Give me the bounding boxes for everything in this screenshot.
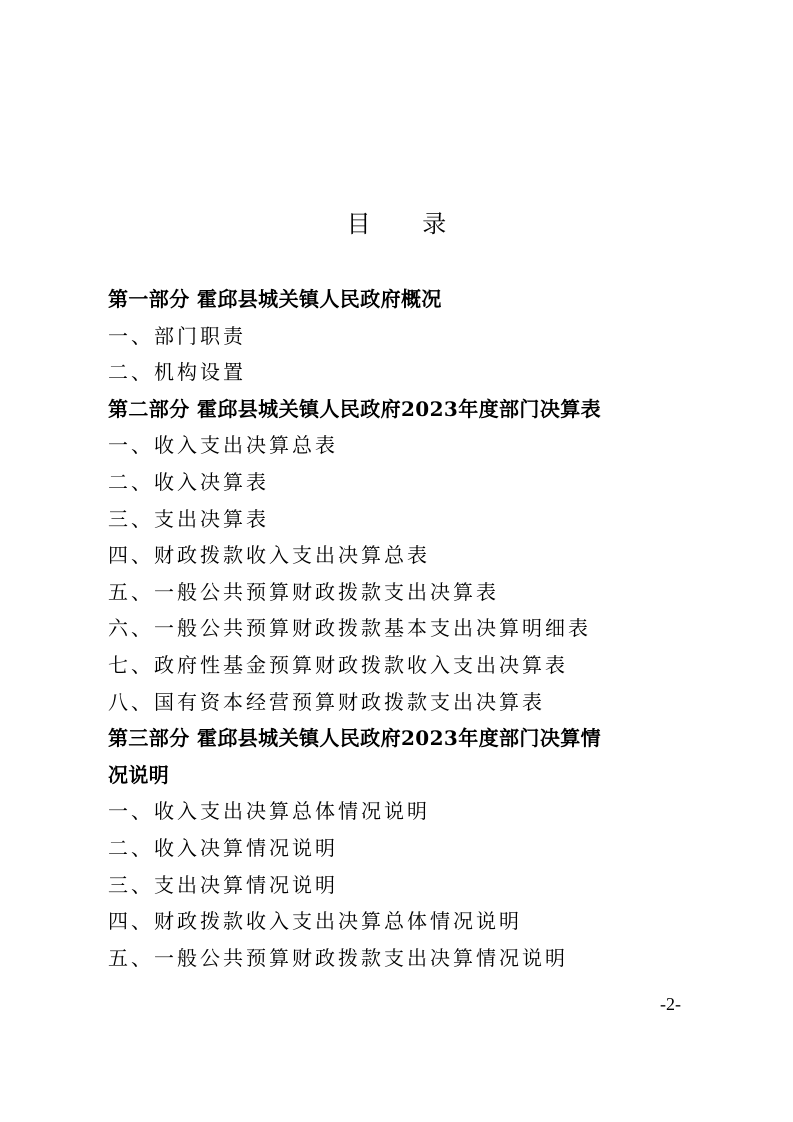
toc-line[interactable]: 三、支出决算情况说明: [108, 872, 338, 897]
toc-line[interactable]: 五、一般公共预算财政拨款支出决算表: [108, 579, 499, 604]
toc-line[interactable]: 二、收入决算表: [108, 469, 269, 494]
page-number: -2-: [660, 994, 681, 1014]
toc-line[interactable]: 六、一般公共预算财政拨款基本支出决算明细表: [108, 616, 591, 641]
toc-line[interactable]: 一、部门职责: [108, 323, 246, 348]
toc-line[interactable]: 四、财政拨款收入支出决算总表: [108, 543, 430, 568]
toc-line[interactable]: 第三部分 霍邱县城关镇人民政府2023年度部门决算情: [108, 726, 602, 751]
toc-line[interactable]: 二、收入决算情况说明: [108, 835, 338, 860]
toc-line[interactable]: 第二部分 霍邱县城关镇人民政府2023年度部门决算表: [108, 396, 602, 421]
toc-line[interactable]: 五、一般公共预算财政拨款支出决算情况说明: [108, 945, 568, 970]
toc-line[interactable]: 第一部分 霍邱县城关镇人民政府概况: [108, 287, 442, 311]
table-of-contents: [108, 281, 708, 976]
toc-line[interactable]: 一、收入支出决算总体情况说明: [108, 799, 430, 824]
toc-line[interactable]: 八、国有资本经营预算财政拨款支出决算表: [108, 689, 545, 714]
page-title: 目 录: [346, 210, 469, 238]
toc-line[interactable]: 七、政府性基金预算财政拨款收入支出决算表: [108, 652, 568, 677]
toc-line[interactable]: 一、收入支出决算总表: [108, 433, 338, 458]
toc-line[interactable]: 二、机构设置: [108, 360, 246, 385]
toc-line[interactable]: 三、支出决算表: [108, 506, 269, 531]
toc-line[interactable]: 况说明: [108, 762, 170, 787]
toc-line[interactable]: 四、财政拨款收入支出决算总体情况说明: [108, 909, 522, 934]
